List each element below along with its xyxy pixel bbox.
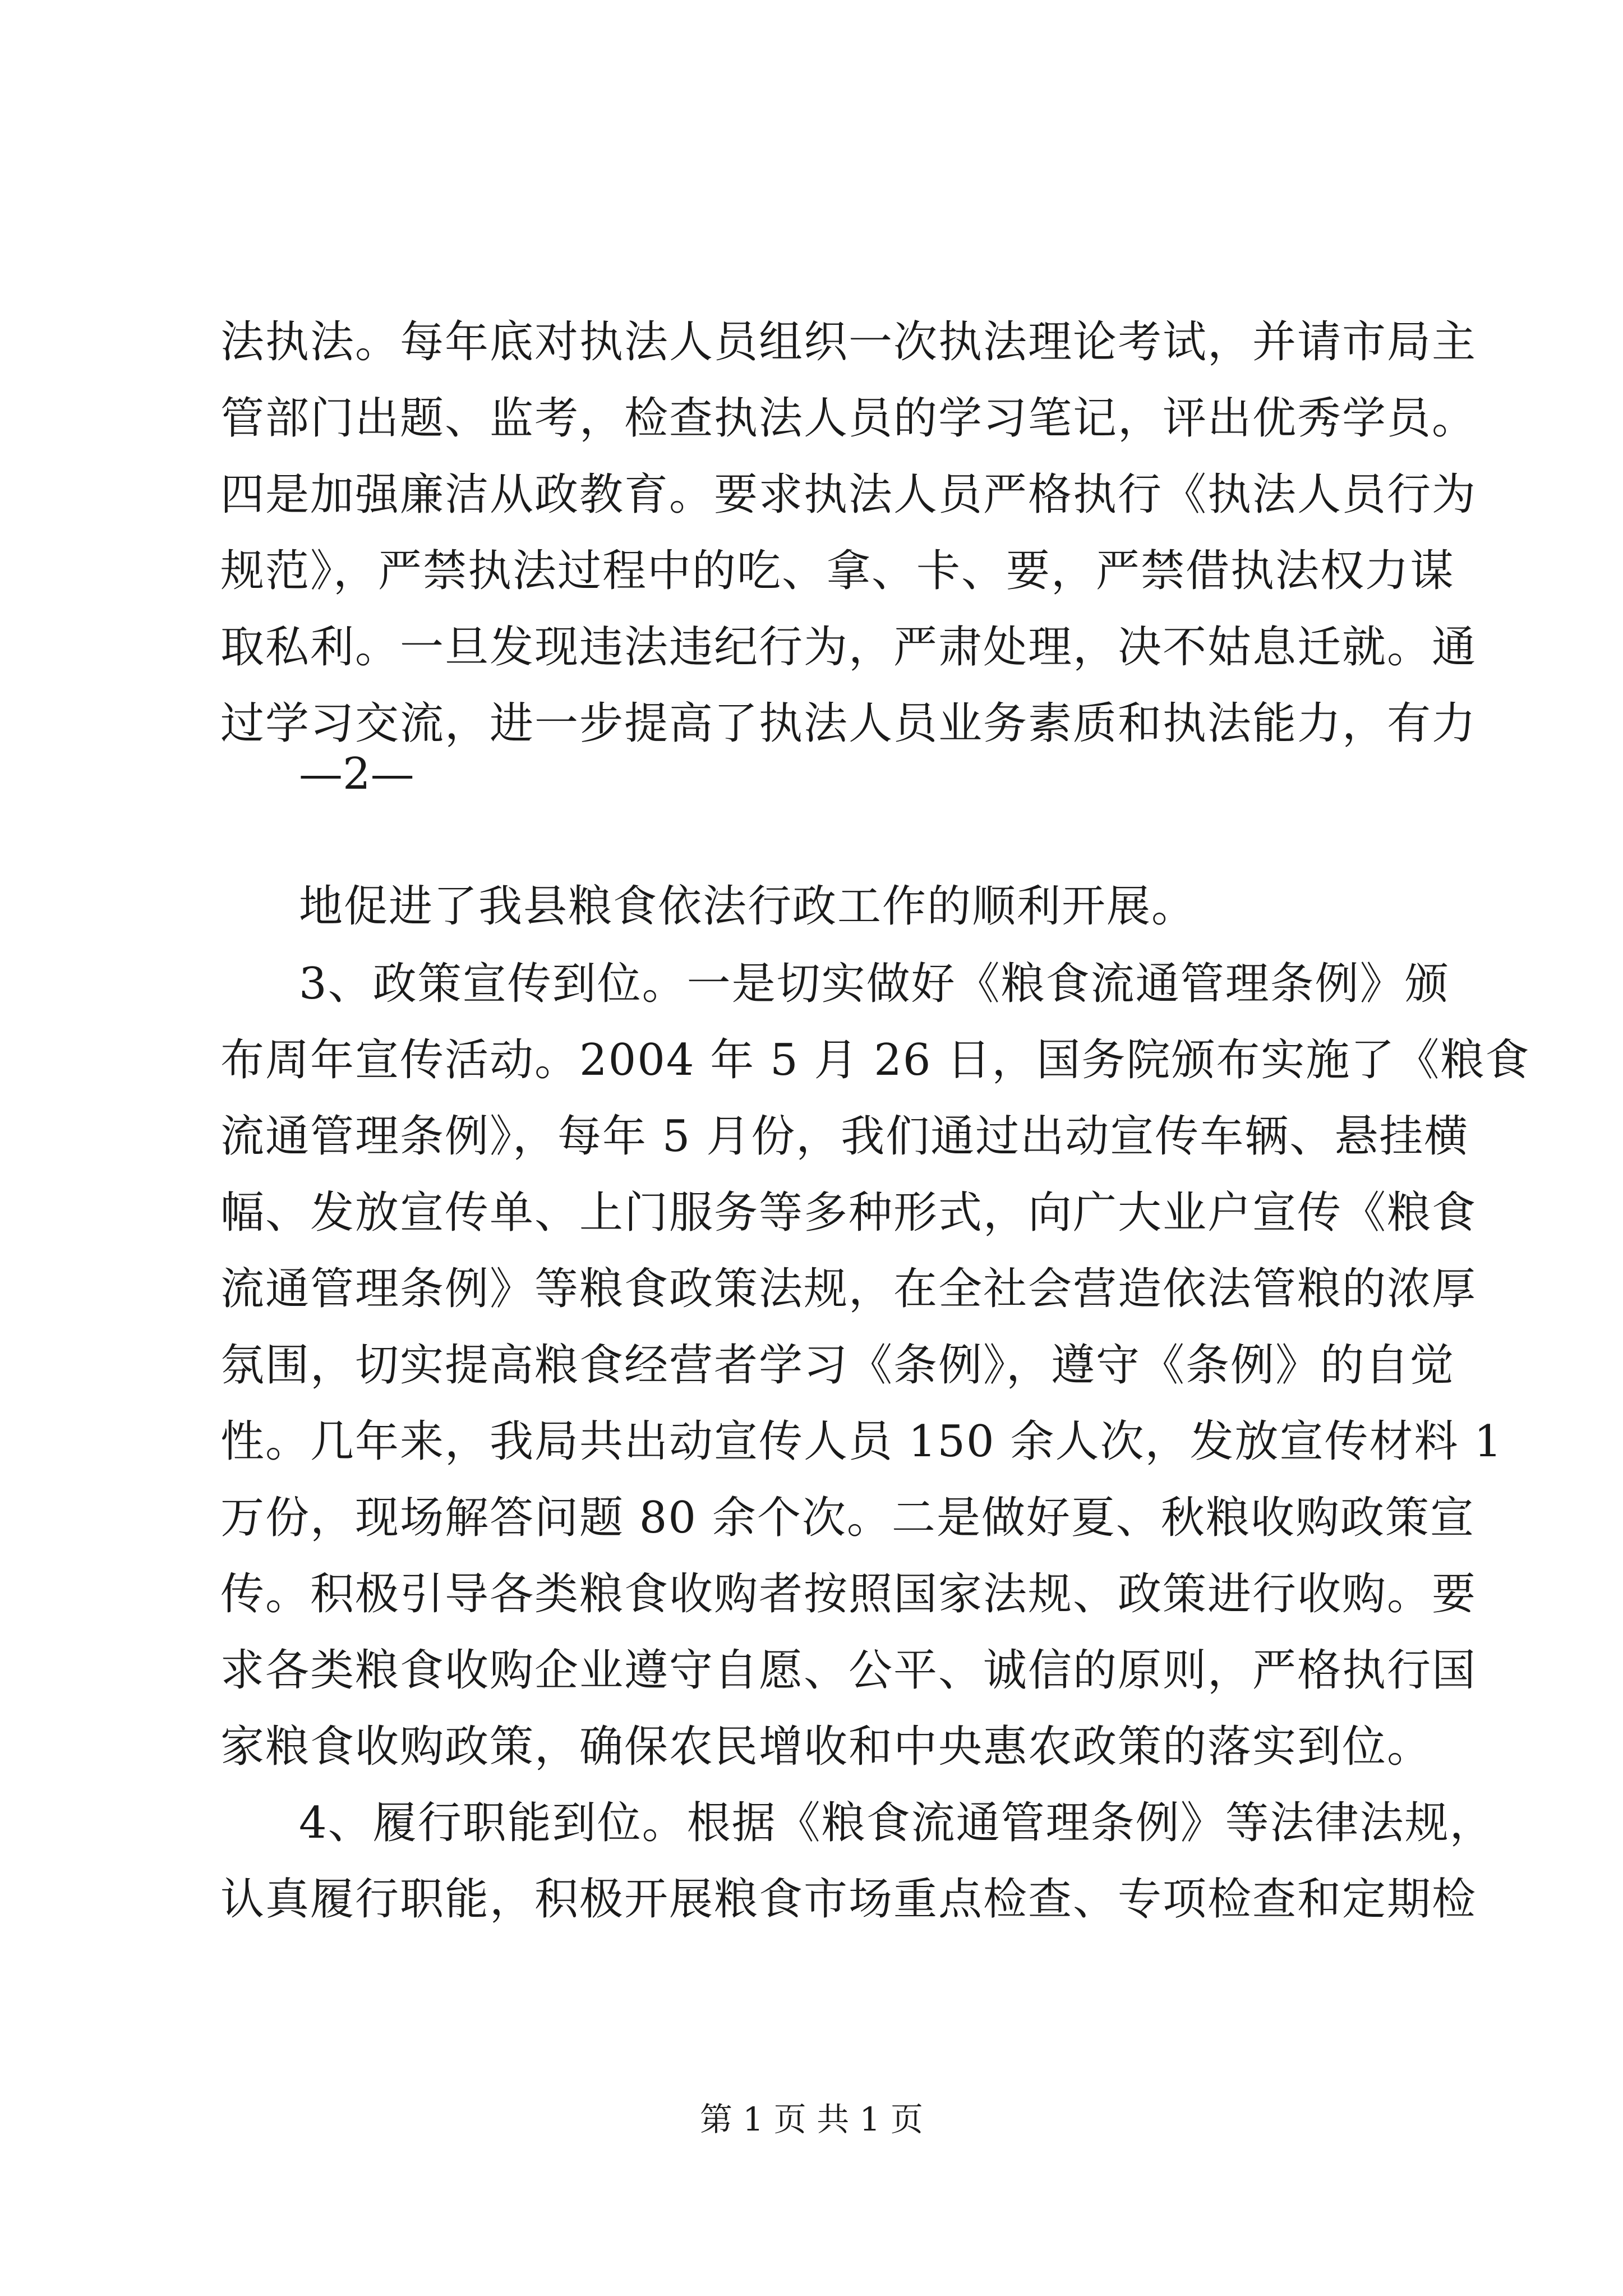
page-number-marker: —2— (299, 749, 414, 799)
paragraph-line: 流通管理条例》等粮食政策法规，在全社会营造依法管粮的浓厚 (220, 1264, 1477, 1314)
paragraph-line: 四是加强廉洁从政教育。要求执法人员严格执行《执法人员行为 (220, 470, 1477, 520)
paragraph-line: 布周年宣传活动。2004 年 5 月 26 日，国务院颁布实施了《粮食 (220, 1035, 1530, 1085)
paragraph-line: 氛围，切实提高粮食经营者学习《条例》，遵守《条例》的自觉 (220, 1340, 1455, 1391)
paragraph-line: 传。积极引导各类粮食收购者按照国家法规、政策进行收购。要 (220, 1569, 1477, 1619)
paragraph-line: 管部门出题、监考，检查执法人员的学习笔记，评出优秀学员。 (220, 393, 1477, 444)
paragraph-line: 法执法。每年底对执法人员组织一次执法理论考试，并请市局主 (220, 317, 1477, 367)
paragraph-line: 家粮食收购政策，确保农民增收和中央惠农政策的落实到位。 (220, 1722, 1432, 1772)
section-3-heading-line: 3、政策宣传到位。一是切实做好《粮食流通管理条例》颁 (299, 959, 1450, 1009)
paragraph-line: 求各类粮食收购企业遵守自愿、公平、诚信的原则，严格执行国 (220, 1645, 1477, 1696)
page-footer: 第 1 页 共 1 页 (700, 2100, 923, 2138)
paragraph-line: 性。几年来，我局共出动宣传人员 150 余人次，发放宣传材料 1 (220, 1416, 1503, 1467)
paragraph-line: 过学习交流，进一步提高了执法人员业务素质和执法能力，有力 (220, 698, 1477, 749)
paragraph-line: 规范》，严禁执法过程中的吃、拿、卡、要，严禁借执法权力谋 (220, 546, 1455, 596)
paragraph-line: 认真履行职能，积极开展粮食市场重点检查、专项检查和定期检 (220, 1874, 1477, 1925)
paragraph-line: 取私利。一旦发现违法违纪行为，严肃处理，决不姑息迁就。通 (220, 622, 1477, 673)
paragraph-line: 万份，现场解答问题 80 余个次。二是做好夏、秋粮收购政策宣 (220, 1493, 1475, 1543)
paragraph-line: 地促进了我县粮食依法行政工作的顺利开展。 (299, 881, 1197, 932)
paragraph-line: 幅、发放宣传单、上门服务等多种形式，向广大业户宣传《粮食 (220, 1188, 1477, 1238)
paragraph-line: 流通管理条例》，每年 5 月份，我们通过出动宣传车辆、悬挂横 (220, 1111, 1469, 1162)
section-4-heading-line: 4、履行职能到位。根据《粮食流通管理条例》等法律法规， (299, 1798, 1495, 1848)
